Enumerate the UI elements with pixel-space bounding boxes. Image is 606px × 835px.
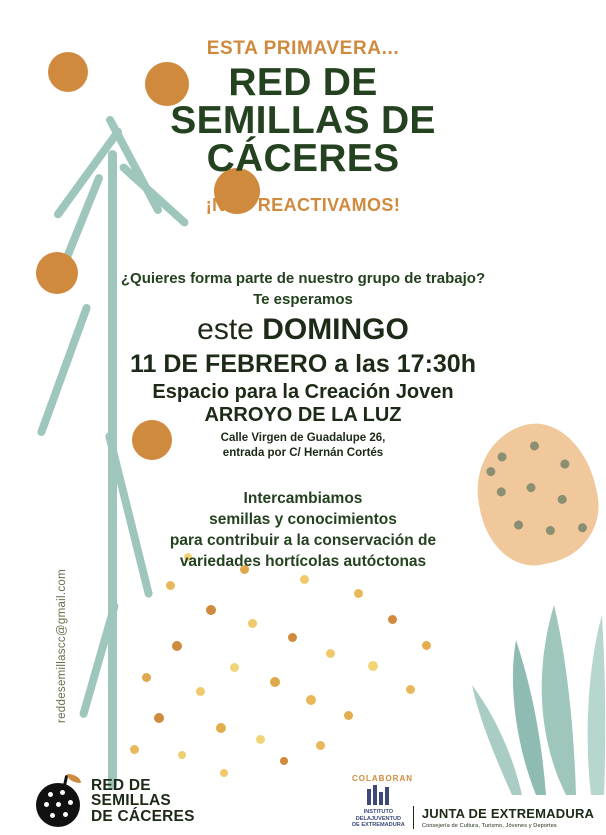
event-day-prefix: este: [197, 313, 263, 346]
poster-title-line3: CÁCERES: [206, 137, 400, 180]
junta-title: JUNTA DE EXTREMADURA: [421, 806, 595, 821]
logo-line1: RED DE: [91, 776, 151, 794]
collaborators-label: COLABORAN: [352, 774, 413, 784]
event-address-line2: entrada por C/ Hernán Cortés: [222, 447, 384, 459]
logo-line3: DE CÁCERES: [91, 807, 195, 825]
event-day-name: DOMINGO: [262, 313, 409, 346]
poster-body-line3: para contribuir a la conservación de: [169, 532, 437, 549]
poster-question-line1: ¿Quieres forma parte de nuestro grupo de trabajo?: [120, 270, 486, 287]
poster-footer: [0, 765, 606, 835]
poster-title-line2: SEMILLAS DE: [170, 99, 436, 142]
poster-body-line2: semillas y conocimientos: [209, 511, 397, 528]
instituto-line3: DE EXTREMADURA: [352, 822, 405, 829]
junta-subtitle: Consejería de Cultura, Turismo, Jóvenes y Deportes: [421, 823, 557, 829]
event-address-line1: Calle Virgen de Guadalupe 26,: [220, 432, 386, 444]
contact-email[interactable]: reddesemillascc@gmail.com: [56, 568, 68, 724]
instituto-mark-icon: [365, 785, 391, 807]
instituto-line1: INSTITUTO: [363, 809, 394, 816]
logo-line2: SEMILLAS: [91, 792, 171, 810]
poster-kicker: ESTA PRIMAVERA...: [206, 38, 400, 59]
poster-title-line1: RED DE: [228, 61, 378, 104]
collaborators-block: [352, 774, 600, 829]
poster-title: [0, 61, 606, 180]
organization-logo-text: [91, 778, 195, 825]
poster-question: [0, 268, 606, 310]
instituto-line2: DELAJUVENTUD: [355, 815, 402, 822]
event-day: [0, 313, 606, 347]
poster-body-line1: Intercambiamos: [243, 490, 363, 507]
poster-subkicker: ¡NOS REACTIVAMOS!: [205, 195, 401, 215]
event-address: [0, 431, 606, 461]
event-town: ARROYO DE LA LUZ: [204, 404, 402, 426]
event-venue: Espacio para la Creación Joven: [152, 381, 454, 403]
seed-scatter-illustration: [120, 545, 480, 785]
junta-extremadura-logo: [413, 806, 594, 829]
event-date: 11 DE FEBRERO a las 17:30h: [130, 350, 476, 378]
poster-body-line4: variedades hortícolas autóctonas: [179, 553, 427, 570]
seed-logo-icon: [36, 775, 82, 827]
instituto-juventud-logo: [352, 785, 405, 829]
organization-logo: [36, 775, 195, 827]
poster-question-line2: Te esperamos: [253, 291, 353, 308]
poster-body-text: [0, 488, 606, 572]
